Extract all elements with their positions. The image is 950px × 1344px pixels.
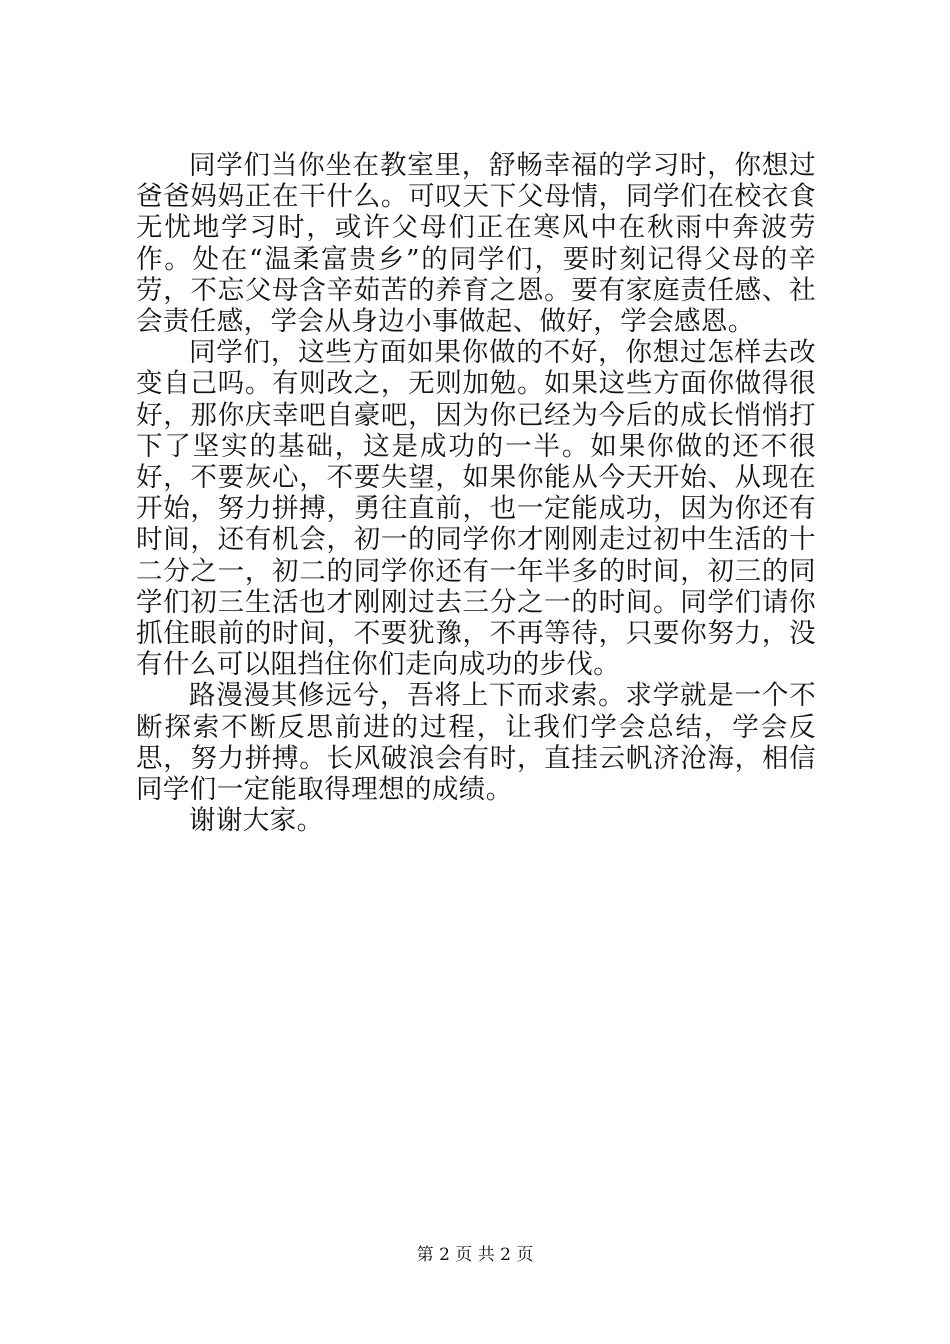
paragraph-closing: 谢谢大家。 — [189, 805, 324, 837]
page-number-footer: 第 2 页 共 2 页 — [416, 1245, 534, 1265]
document-body — [136, 150, 816, 836]
paragraph-gratitude: 同学们当你坐在教室里，舒畅幸福的学习时，你想过爸爸妈妈正在干什么。可叹天下父母情，同学们在校衣食无忧地学习时，或许父母们正在寒风中在秋雨中奔波劳作。处在“温柔富贵乡”的同学们，要时刻记得父母的辛劳，不忘父母含辛茹苦的养育之恩。要有家庭责任感、社会责任感，学会从身边小事做起、做好，学会感恩。 — [136, 150, 816, 338]
paragraph-pursuit: 路漫漫其修远兮，吾将上下而求索。求学就是一个不断探索不断反思前进的过程，让我们学会总结，学会反思，努力拼搏。长风破浪会有时，直挂云帆济沧海，相信同学们一定能取得理想的成绩。 — [136, 680, 816, 806]
paragraph-self-improvement: 同学们，这些方面如果你做的不好，你想过怎样去改变自己吗。有则改之，无则加勉。如果这些方面你做得很好，那你庆幸吧自豪吧，因为你已经为今后的成长悄悄打下了坚实的基础，这是成功的一半。如果你做的还不很好，不要灰心，不要失望，如果你能从今天开始、从现在开始，努力拼搏，勇往直前，也一定能成功，因为你还有时间，还有机会，初一的同学你才刚刚走过初中生活的十二分之一，初二的同学你还有一年半多的时间，初三的同学们初三生活也才刚刚过去三分之一的时间。同学们请你抓住眼前的时间，不要犹豫，不再等待，只要你努力，没有什么可以阻挡住你们走向成功的步伐。 — [136, 337, 816, 681]
